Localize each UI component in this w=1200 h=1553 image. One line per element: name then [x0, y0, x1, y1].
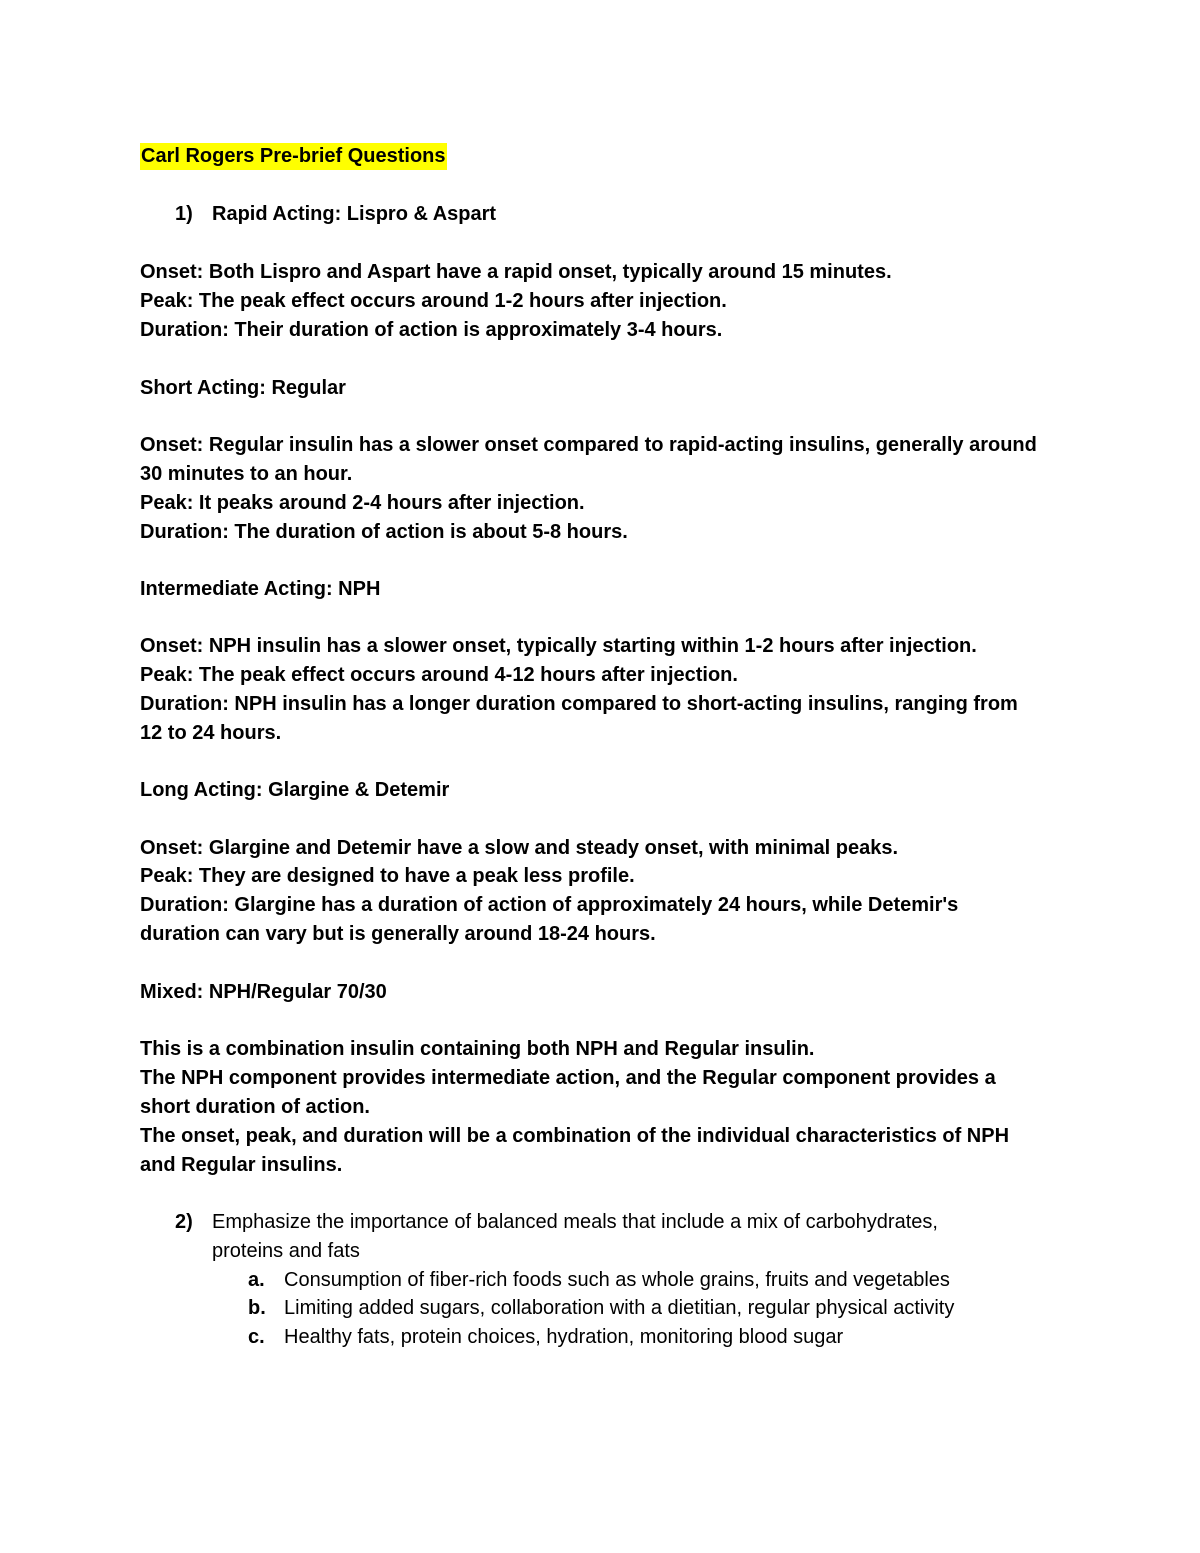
short-onset-line-1: Onset: Regular insulin has a slower onset compared to rapid-acting insulins, generally around [140, 434, 1037, 456]
list-item-a-letter: a. [248, 1269, 265, 1291]
mixed-line-2: The NPH component provides intermediate action, and the Regular component provides a [140, 1067, 996, 1089]
list-item-a: Consumption of fiber-rich foods such as whole grains, fruits and vegetables [284, 1269, 950, 1291]
intermediate-duration-line-1: Duration: NPH insulin has a longer duration compared to short-acting insulins, ranging from [140, 693, 1018, 715]
list-item-c: Healthy fats, protein choices, hydration, monitoring blood sugar [284, 1326, 844, 1348]
list-item-b-letter: b. [248, 1297, 266, 1319]
question-1-number: 1) [175, 203, 193, 225]
rapid-duration: Duration: Their duration of action is approximately 3-4 hours. [140, 319, 723, 341]
list-item-b: Limiting added sugars, collaboration with a dietitian, regular physical activity [284, 1297, 955, 1319]
mixed-line-1: This is a combination insulin containing both NPH and Regular insulin. [140, 1038, 815, 1060]
mixed-line-3: short duration of action. [140, 1096, 370, 1118]
rapid-acting-heading: Rapid Acting: Lispro & Aspart [212, 203, 497, 225]
long-duration-line-1: Duration: Glargine has a duration of action of approximately 24 hours, while Detemir's [140, 894, 959, 916]
rapid-peak: Peak: The peak effect occurs around 1-2 hours after injection. [140, 290, 727, 312]
intermediate-duration-line-2: 12 to 24 hours. [140, 722, 282, 744]
short-acting-heading: Short Acting: Regular [140, 377, 346, 399]
long-acting-heading: Long Acting: Glargine & Detemir [140, 779, 450, 801]
mixed-heading: Mixed: NPH/Regular 70/30 [140, 981, 387, 1003]
question-2-line-1: Emphasize the importance of balanced meals that include a mix of carbohydrates, [212, 1211, 938, 1233]
long-peak: Peak: They are designed to have a peak less profile. [140, 865, 635, 887]
intermediate-onset: Onset: NPH insulin has a slower onset, typically starting within 1-2 hours after injection. [140, 635, 977, 657]
short-duration: Duration: The duration of action is about 5-8 hours. [140, 521, 628, 543]
short-peak: Peak: It peaks around 2-4 hours after injection. [140, 492, 585, 514]
mixed-line-4: The onset, peak, and duration will be a combination of the individual characteristics of NPH [140, 1125, 1010, 1147]
long-duration-line-2: duration can vary but is generally around 18-24 hours. [140, 923, 656, 945]
intermediate-acting-heading: Intermediate Acting: NPH [140, 578, 381, 600]
short-onset-line-2: 30 minutes to an hour. [140, 463, 353, 485]
document-title-line [140, 142, 447, 171]
long-onset: Onset: Glargine and Detemir have a slow and steady onset, with minimal peaks. [140, 837, 898, 859]
mixed-line-5: and Regular insulins. [140, 1154, 343, 1176]
list-item-c-letter: c. [248, 1326, 265, 1348]
document-title: Carl Rogers Pre-brief Questions [140, 143, 447, 170]
question-2-number: 2) [175, 1211, 193, 1233]
question-2-line-2: proteins and fats [212, 1240, 360, 1262]
intermediate-peak: Peak: The peak effect occurs around 4-12 hours after injection. [140, 664, 738, 686]
rapid-onset: Onset: Both Lispro and Aspart have a rapid onset, typically around 15 minutes. [140, 261, 892, 283]
